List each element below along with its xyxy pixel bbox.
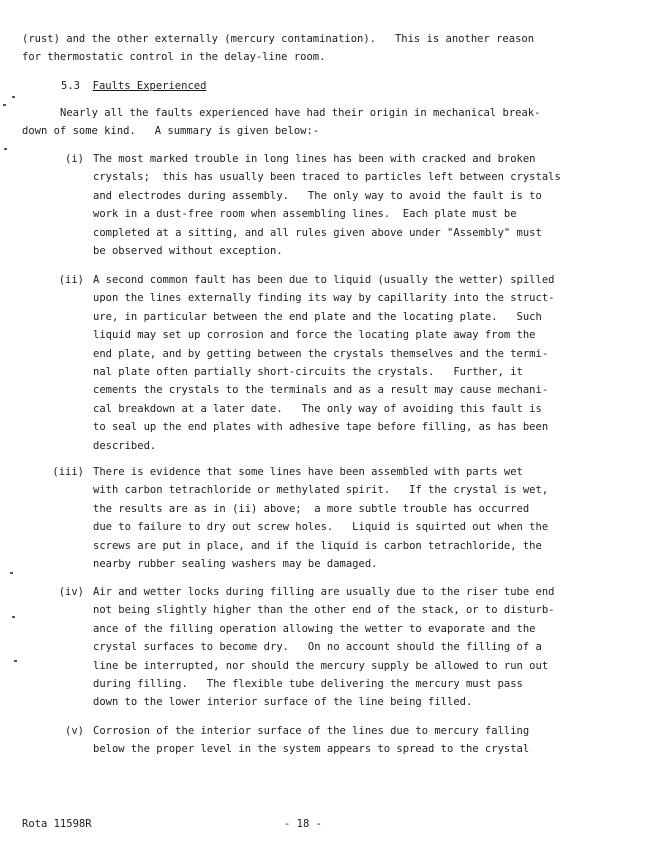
item-line: with carbon tetrachloride or methylated spirit. If the crystal is wet, <box>93 484 549 497</box>
item-line: the results are as in (ii) above; a more subtle trouble has occurred <box>93 502 530 515</box>
intro-paragraph <box>22 104 622 141</box>
item-line: completed at a sitting, and all rules given above under "Assembly" must <box>93 226 542 239</box>
intro-line-1: Nearly all the faults experienced have had their origin in mechanical break- <box>60 107 541 119</box>
margin-speck <box>12 96 15 98</box>
item-line: be observed without exception. <box>93 245 283 258</box>
item-line: ure, in particular between the end plate and the locating plate. Such <box>93 310 542 323</box>
item-line: below the proper level in the system appears to spread to the crystal <box>93 743 530 756</box>
section-number: 5.3 <box>61 80 80 92</box>
item-number: (ii) <box>58 274 84 286</box>
item-line: due to failure to dry out screw holes. Liquid is squirted out when the <box>93 521 549 534</box>
item-number: (i) <box>65 153 84 165</box>
item-line: Air and wetter locks during filling are usually due to the riser tube end <box>93 586 555 598</box>
fault-item-ii <box>30 271 620 455</box>
opening-line-2: for thermostatic control in the delay-line room. <box>22 51 326 64</box>
section-heading <box>61 77 206 95</box>
item-line: cal breakdown at a later date. The only way of avoiding this fault is <box>93 402 542 415</box>
fault-item-iv <box>30 583 620 712</box>
item-number: (iv) <box>58 586 84 598</box>
margin-speck <box>4 148 7 150</box>
margin-speck <box>14 660 17 662</box>
item-line: not being slightly higher than the other end of the stack, or to disturb- <box>93 604 555 617</box>
item-number: (iii) <box>52 466 84 478</box>
item-body <box>93 463 620 573</box>
item-line: nearby rubber sealing washers may be damaged. <box>93 558 378 571</box>
margin-speck <box>12 616 15 618</box>
item-line: cements the crystals to the terminals and as a result may cause mechani- <box>93 384 549 397</box>
item-line: crystal surfaces to become dry. On no account should the filling of a <box>93 641 542 654</box>
item-line: Corrosion of the interior surface of the lines due to mercury falling <box>93 725 530 737</box>
item-line: and electrodes during assembly. The only way to avoid the fault is to <box>93 189 542 202</box>
item-body <box>93 722 620 759</box>
margin-speck <box>3 104 6 106</box>
fault-item-iii <box>30 463 620 573</box>
item-line: end plate, and by getting between the crystals themselves and the termi- <box>93 347 549 360</box>
opening-line-1: (rust) and the other externally (mercury contamination). This is another reason <box>22 33 535 45</box>
document-reference: Rota 11598R <box>22 818 92 830</box>
item-line: liquid may set up corrosion and force the locating plate away from the <box>93 329 536 342</box>
item-body <box>93 583 620 712</box>
item-line: ance of the filling operation allowing the wetter to evaporate and the <box>93 622 536 635</box>
item-line: during filling. The flexible tube delivering the mercury must pass <box>93 678 523 691</box>
intro-line-2: down of some kind. A summary is given below:- <box>22 125 320 138</box>
item-line: upon the lines externally finding its way by capillarity into the struct- <box>93 292 555 305</box>
section-title: Faults Experienced <box>92 80 207 92</box>
item-line: screws are put in place, and if the liquid is carbon tetrachloride, the <box>93 539 542 552</box>
item-line: There is evidence that some lines have been assembled with parts wet <box>93 466 523 478</box>
opening-paragraph <box>22 30 622 67</box>
fault-item-i <box>30 150 620 260</box>
fault-item-v <box>30 722 620 759</box>
item-line: A second common fault has been due to liquid (usually the wetter) spilled <box>93 274 555 286</box>
margin-speck <box>10 572 13 574</box>
item-line: nal plate often partially short-circuits the crystals. Further, it <box>93 366 523 379</box>
item-line: The most marked trouble in long lines has been with cracked and broken <box>93 153 536 165</box>
item-line: described. <box>93 439 157 452</box>
item-number: (v) <box>65 725 84 737</box>
item-body <box>93 271 620 455</box>
item-line: down to the lower interior surface of the line being filled. <box>93 696 473 709</box>
item-body <box>93 150 620 260</box>
page-number: - 18 - <box>284 818 322 830</box>
item-line: work in a dust-free room when assembling lines. Each plate must be <box>93 208 517 221</box>
item-line: line be interrupted, nor should the mercury supply be allowed to run out <box>93 659 549 672</box>
item-line: crystals; this has usually been traced to particles left between crystals <box>93 171 561 184</box>
item-line: to seal up the end plates with adhesive tape before filling, as has been <box>93 421 549 434</box>
